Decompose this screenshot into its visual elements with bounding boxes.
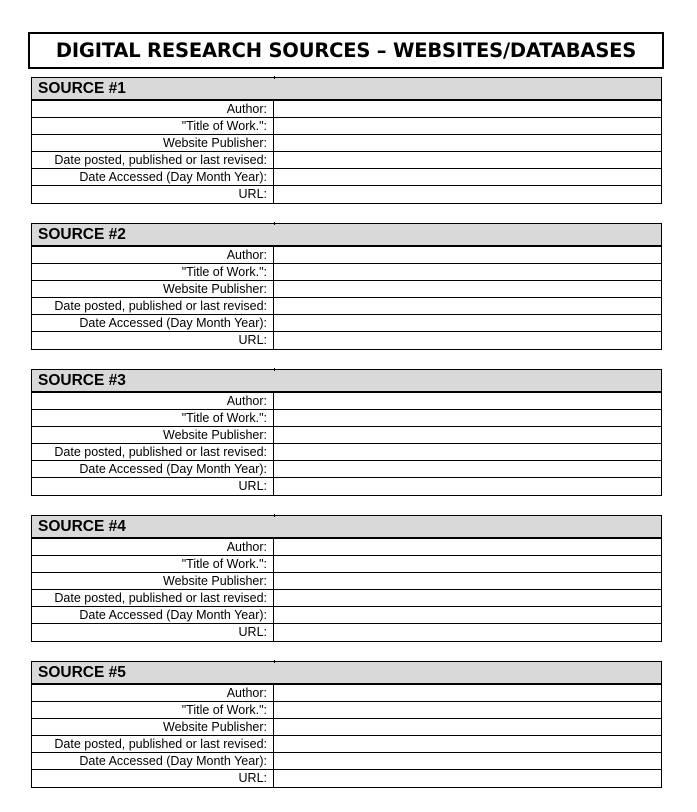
- field-row: [32, 118, 661, 135]
- field-row: [32, 461, 661, 478]
- field-label: Author:: [32, 101, 274, 117]
- field-value-cell[interactable]: [274, 118, 661, 134]
- source-heading: [31, 369, 662, 393]
- column-divider-tick: [274, 222, 275, 225]
- field-label: "Title of Work.":: [32, 556, 274, 572]
- field-row: [32, 264, 661, 281]
- field-label: Website Publisher:: [32, 573, 274, 589]
- field-row: [32, 135, 661, 152]
- field-value-cell[interactable]: [274, 135, 661, 151]
- field-label: Date Accessed (Day Month Year):: [32, 753, 274, 769]
- field-value-cell[interactable]: [274, 753, 661, 769]
- field-value-cell[interactable]: [274, 169, 661, 185]
- field-row: [32, 315, 661, 332]
- field-label: Website Publisher:: [32, 427, 274, 443]
- source-heading: [31, 223, 662, 247]
- field-value-cell[interactable]: [274, 461, 661, 477]
- page-title: DIGITAL RESEARCH SOURCES – WEBSITES/DATABASES: [28, 32, 664, 69]
- field-row: [32, 444, 661, 461]
- field-row: [32, 624, 661, 641]
- field-label: URL:: [32, 770, 274, 786]
- field-row: [32, 427, 661, 444]
- source-block: [31, 661, 662, 788]
- field-value-cell[interactable]: [274, 685, 661, 701]
- field-label: URL:: [32, 624, 274, 640]
- source-heading: [31, 77, 662, 101]
- field-label: URL:: [32, 478, 274, 494]
- field-label: Website Publisher:: [32, 281, 274, 297]
- field-value-cell[interactable]: [274, 410, 661, 426]
- field-row: [32, 410, 661, 427]
- field-value-cell[interactable]: [274, 298, 661, 314]
- field-label: URL:: [32, 332, 274, 348]
- field-row: [32, 753, 661, 770]
- field-value-cell[interactable]: [274, 444, 661, 460]
- field-label: Date Accessed (Day Month Year):: [32, 169, 274, 185]
- field-value-cell[interactable]: [274, 247, 661, 263]
- field-label: Author:: [32, 685, 274, 701]
- field-value-cell[interactable]: [274, 539, 661, 555]
- field-row: [32, 702, 661, 719]
- field-row: [32, 556, 661, 573]
- field-value-cell[interactable]: [274, 152, 661, 168]
- field-label: "Title of Work.":: [32, 264, 274, 280]
- field-label: Date posted, published or last revised:: [32, 444, 274, 460]
- field-label: URL:: [32, 186, 274, 202]
- source-fields: [31, 393, 662, 496]
- column-divider-tick: [274, 660, 275, 663]
- field-label: Author:: [32, 247, 274, 263]
- field-value-cell[interactable]: [274, 736, 661, 752]
- source-heading: [31, 661, 662, 685]
- column-divider-tick: [274, 514, 275, 517]
- field-row: [32, 607, 661, 624]
- field-value-cell[interactable]: [274, 607, 661, 623]
- field-row: [32, 332, 661, 349]
- source-heading-text: SOURCE #4: [38, 517, 126, 535]
- field-value-cell[interactable]: [274, 719, 661, 735]
- source-block: [31, 369, 662, 496]
- column-divider-tick: [274, 368, 275, 371]
- source-block: [31, 77, 662, 204]
- field-row: [32, 539, 661, 556]
- field-value-cell[interactable]: [274, 590, 661, 606]
- field-label: Author:: [32, 393, 274, 409]
- field-value-cell[interactable]: [274, 281, 661, 297]
- field-row: [32, 186, 661, 203]
- field-row: [32, 736, 661, 753]
- field-row: [32, 719, 661, 736]
- field-label: Date posted, published or last revised:: [32, 590, 274, 606]
- source-heading-text: SOURCE #3: [38, 371, 126, 389]
- source-fields: [31, 685, 662, 788]
- field-row: [32, 393, 661, 410]
- field-value-cell[interactable]: [274, 556, 661, 572]
- field-value-cell[interactable]: [274, 427, 661, 443]
- field-label: "Title of Work.":: [32, 118, 274, 134]
- field-row: [32, 685, 661, 702]
- field-label: Website Publisher:: [32, 719, 274, 735]
- source-block: [31, 223, 662, 350]
- field-value-cell[interactable]: [274, 624, 661, 640]
- field-row: [32, 298, 661, 315]
- field-label: Date Accessed (Day Month Year):: [32, 461, 274, 477]
- source-fields: [31, 539, 662, 642]
- source-heading-text: SOURCE #1: [38, 79, 126, 97]
- field-value-cell[interactable]: [274, 478, 661, 494]
- field-row: [32, 281, 661, 298]
- field-label: Author:: [32, 539, 274, 555]
- field-label: Date posted, published or last revised:: [32, 298, 274, 314]
- source-heading-text: SOURCE #2: [38, 225, 126, 243]
- field-row: [32, 770, 661, 787]
- field-value-cell[interactable]: [274, 393, 661, 409]
- source-heading-text: SOURCE #5: [38, 663, 126, 681]
- field-label: Website Publisher:: [32, 135, 274, 151]
- field-row: [32, 590, 661, 607]
- field-row: [32, 478, 661, 495]
- field-label: "Title of Work.":: [32, 410, 274, 426]
- field-label: Date posted, published or last revised:: [32, 152, 274, 168]
- field-row: [32, 152, 661, 169]
- source-heading: [31, 515, 662, 539]
- field-label: "Title of Work.":: [32, 702, 274, 718]
- field-label: Date Accessed (Day Month Year):: [32, 607, 274, 623]
- field-row: [32, 169, 661, 186]
- field-value-cell[interactable]: [274, 770, 661, 786]
- field-label: Date Accessed (Day Month Year):: [32, 315, 274, 331]
- field-value-cell[interactable]: [274, 332, 661, 348]
- field-value-cell[interactable]: [274, 264, 661, 280]
- field-row: [32, 247, 661, 264]
- field-value-cell[interactable]: [274, 315, 661, 331]
- field-value-cell[interactable]: [274, 101, 661, 117]
- field-row: [32, 573, 661, 590]
- field-value-cell[interactable]: [274, 186, 661, 202]
- field-label: Date posted, published or last revised:: [32, 736, 274, 752]
- field-row: [32, 101, 661, 118]
- source-fields: [31, 101, 662, 204]
- field-value-cell[interactable]: [274, 702, 661, 718]
- column-divider-tick: [274, 76, 275, 79]
- source-fields: [31, 247, 662, 350]
- source-block: [31, 515, 662, 642]
- field-value-cell[interactable]: [274, 573, 661, 589]
